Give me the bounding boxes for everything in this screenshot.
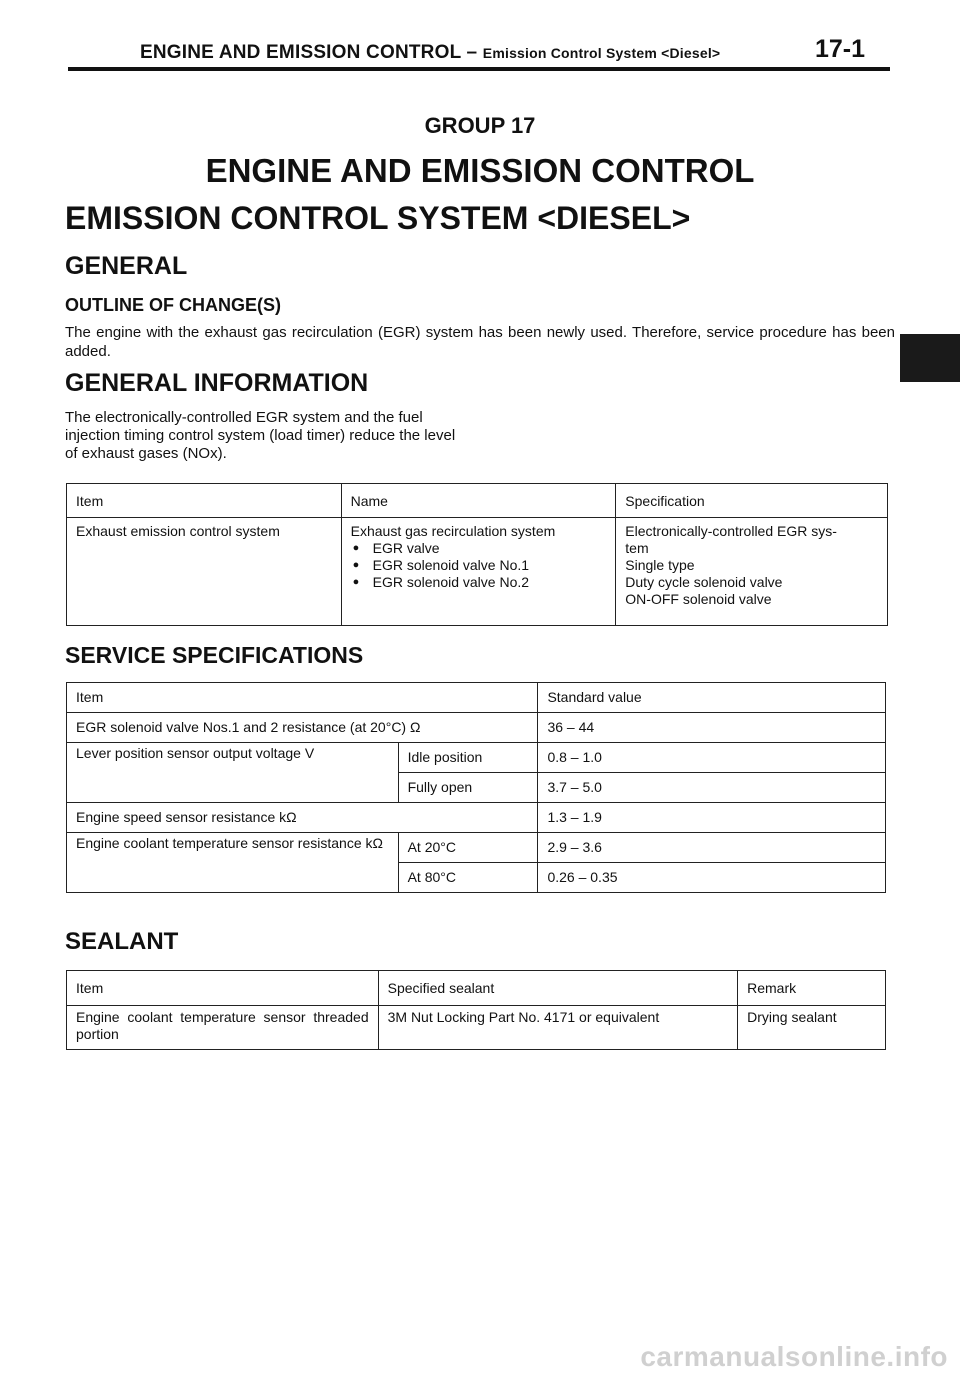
running-header-sub: Emission Control System <Diesel> <box>482 45 721 61</box>
general-info-paragraph: The electronically-controlled EGR system and the fuel injection timing control system (load timer) reduce the level of exhaust gases (NOx). <box>65 409 456 462</box>
running-header-dash: – <box>466 42 478 63</box>
header-cell: Item <box>67 971 379 1006</box>
sealant-table <box>66 970 886 1050</box>
spec-line: tem <box>625 540 649 556</box>
specification-cell <box>616 518 888 626</box>
spec-line: Electronically-controlled EGR sys- <box>625 523 837 539</box>
header-cell: Specification <box>616 484 888 518</box>
remark-cell: Drying sealant <box>738 1006 886 1050</box>
value-cell: 0.26 – 0.35 <box>538 863 886 893</box>
service-specs-table <box>66 682 886 893</box>
watermark: carmanualsonline.info <box>640 1341 948 1372</box>
header-cell: Specified sealant <box>378 971 738 1006</box>
header-cell: Item <box>67 484 342 518</box>
group-label: GROUP 17 <box>424 113 536 138</box>
component-list <box>351 540 607 591</box>
service-specs-heading: SERVICE SPECIFICATIONS <box>65 642 364 668</box>
item-cell: Engine speed sensor resistance kΩ <box>67 803 538 833</box>
condition-cell: Fully open <box>398 773 538 803</box>
item-cell: Lever position sensor output voltage V <box>67 743 399 803</box>
sealant-cell: 3M Nut Locking Part No. 4171 or equivalent <box>378 1006 738 1050</box>
table-row <box>67 743 886 773</box>
page-number: 17-1 <box>814 35 865 63</box>
condition-cell: Idle position <box>398 743 538 773</box>
name-cell <box>341 518 616 626</box>
header-cell: Item <box>67 683 538 713</box>
item-cell: Engine coolant temperature sensor resistance kΩ <box>67 833 399 893</box>
section-tab-marker <box>900 334 960 382</box>
list-item: ● EGR solenoid valve No.1 <box>351 557 607 574</box>
group-title: ENGINE AND EMISSION CONTROL <box>205 152 755 189</box>
table-row <box>67 518 888 626</box>
value-cell: 2.9 – 3.6 <box>538 833 886 863</box>
value-cell: 36 – 44 <box>538 713 886 743</box>
general-info-heading: GENERAL INFORMATION <box>65 369 369 397</box>
value-cell: 0.8 – 1.0 <box>538 743 886 773</box>
table-row <box>67 833 886 863</box>
spec-line: ON-OFF solenoid valve <box>625 591 772 607</box>
item-cell: EGR solenoid valve Nos.1 and 2 resistance (at 20°C) Ω <box>67 713 538 743</box>
item-cell: Exhaust emission control system <box>67 518 342 626</box>
header-cell: Standard value <box>538 683 886 713</box>
general-heading: GENERAL <box>65 252 188 280</box>
condition-cell: At 80°C <box>398 863 538 893</box>
running-header-title <box>140 42 720 64</box>
table-header-row <box>67 484 888 518</box>
outline-heading: OUTLINE OF CHANGE(S) <box>65 295 281 315</box>
spec-line: Duty cycle solenoid valve <box>625 574 783 590</box>
table-row <box>67 1006 886 1050</box>
section-title: EMISSION CONTROL SYSTEM <DIESEL> <box>65 200 691 236</box>
item-cell: Engine coolant temperature sensor threaded portion <box>67 1006 379 1050</box>
running-header-main: ENGINE AND EMISSION CONTROL <box>140 42 462 63</box>
header-rule <box>68 67 890 71</box>
list-item: ● EGR valve <box>351 540 607 557</box>
spec-line: Single type <box>625 557 695 573</box>
condition-cell: At 20°C <box>398 833 538 863</box>
running-header <box>140 30 865 64</box>
table-row <box>67 803 886 833</box>
system-name: Exhaust gas recirculation system <box>350 523 556 539</box>
header-cell: Name <box>341 484 616 518</box>
value-cell: 1.3 – 1.9 <box>538 803 886 833</box>
value-cell: 3.7 – 5.0 <box>538 773 886 803</box>
sealant-heading: SEALANT <box>65 928 179 955</box>
general-info-table <box>66 483 888 626</box>
header-cell: Remark <box>738 971 886 1006</box>
table-header-row <box>67 683 886 713</box>
table-row <box>67 713 886 743</box>
list-item: ● EGR solenoid valve No.2 <box>351 574 607 591</box>
table-header-row <box>67 971 886 1006</box>
outline-paragraph: The engine with the exhaust gas recirculation (EGR) system has been newly used. Therefore, service procedure has been added. <box>65 324 895 360</box>
